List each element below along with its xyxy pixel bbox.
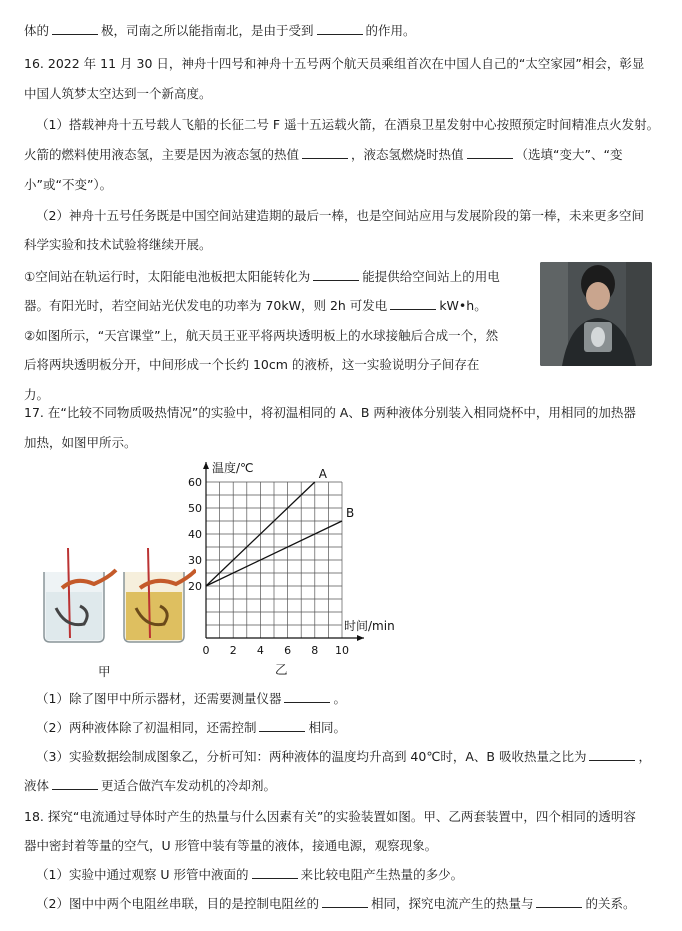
text: 器。有阳光时，若空间站光伏发电的功率为 70kW，则 2h 可发电 <box>24 298 388 313</box>
text: ， <box>638 749 651 764</box>
y-axis-arrow <box>203 462 209 469</box>
text: 科学实验和技术试验将继续开展。 <box>24 237 212 252</box>
text: 液体 <box>24 778 50 793</box>
q16-part2-line1 <box>36 207 664 225</box>
answer-blank[interactable] <box>317 22 363 35</box>
q17-part3-line1 <box>36 748 664 766</box>
answer-blank[interactable] <box>284 690 330 703</box>
text: （2）神舟十五号任务既是中国空间站建造期的最后一棒，也是空间站应用与发展阶段的第一棒，未来更多空间 <box>36 208 644 223</box>
x-tick-label: 6 <box>284 644 292 657</box>
q16-part2-line2 <box>24 236 664 254</box>
text: 相同。 <box>308 720 346 735</box>
x-axis-label: 时间/min <box>344 619 395 633</box>
q18-part1 <box>36 866 664 884</box>
answer-blank[interactable] <box>302 146 348 159</box>
q17-part2 <box>36 719 664 737</box>
series-label-B: B <box>346 506 355 520</box>
text: 探究“电流通过导体时产生的热量与什么因素有关”的实验装置如图。甲、乙两套装置中，四个相同的透明容 <box>47 809 636 824</box>
text: 来比较电阻产生热量的多少。 <box>300 867 464 882</box>
q16-part1-line1 <box>36 116 664 134</box>
text: 器中密封着等量的空气，U 形管中装有等量的液体，接通电源，观察现象。 <box>24 838 438 853</box>
text: ，液态氢燃烧时热值 <box>351 147 464 162</box>
text: 中国人筑梦太空达到一个新高度。 <box>24 86 212 101</box>
answer-blank[interactable] <box>313 268 359 281</box>
text: 在“比较不同物质吸热情况”的实验中，将初温相同的 A、B 两种液体分别装入相同烧杯中，用相同的加热器 <box>47 405 636 420</box>
q16-sub2-line1 <box>24 327 532 345</box>
y-tick-label: 50 <box>188 502 202 515</box>
question-15-tail <box>24 22 664 40</box>
q16-sub1-line1 <box>24 268 532 286</box>
q18-part2 <box>36 895 664 913</box>
x-axis-arrow <box>357 635 364 641</box>
y-tick-label: 30 <box>188 554 202 567</box>
q16-sub2-line3 <box>24 386 664 404</box>
q17-part3-line2 <box>24 777 664 795</box>
q16-sub1-line2 <box>24 297 532 315</box>
text: 力。 <box>24 387 50 402</box>
x-tick-label: 8 <box>311 644 319 657</box>
text: 更适合做汽车发动机的冷却剂。 <box>101 778 277 793</box>
text: （2）图中中两个电阻丝串联，目的是控制电阻丝的 <box>36 896 319 911</box>
question-number: 18. <box>24 809 44 824</box>
figure-label-yi: 乙 <box>275 662 288 677</box>
text: 。 <box>333 691 346 706</box>
text: 小”或“不变”）。 <box>24 177 113 192</box>
q16-intro-line1 <box>24 55 664 73</box>
text: kW•h。 <box>439 298 487 313</box>
q16-part1-line3 <box>24 176 664 194</box>
beaker-figure <box>36 548 196 648</box>
y-axis-label: 温度/℃ <box>212 461 254 475</box>
text: 后将两块透明板分开，中间形成一个长约 10cm 的液桥，这一实验说明分子间存在 <box>24 357 480 372</box>
y-tick-label: 20 <box>188 580 202 593</box>
text: 火箭的燃料使用液态氢，主要是因为液态氢的热值 <box>24 147 300 162</box>
text: （1）实验中通过观察 U 形管中液面的 <box>36 867 249 882</box>
x-tick-label: 0 <box>202 644 210 657</box>
x-tick-label: 10 <box>335 644 349 657</box>
q17-part1 <box>36 690 664 708</box>
text: （1）除了图甲中所示器材，还需要测量仪器 <box>36 691 282 706</box>
text: （2）两种液体除了初温相同，还需控制 <box>36 720 257 735</box>
answer-blank[interactable] <box>259 719 305 732</box>
text: 能提供给空间站上的用电 <box>362 269 500 284</box>
text: 2022 年 11 月 30 日，神舟十四号和神舟十五号两个航天员乘组首次在中国人自己的“太空家园”相会，彰显 <box>47 56 645 71</box>
y-tick-label: 40 <box>188 528 202 541</box>
answer-blank[interactable] <box>536 895 582 908</box>
answer-blank[interactable] <box>52 777 98 790</box>
series-label-A: A <box>318 467 328 481</box>
q16-sub2-line2 <box>24 356 532 374</box>
x-tick-label: 4 <box>256 644 264 657</box>
text: （1）搭载神舟十五号载人飞船的长征二号 F 遥十五运载火箭，在酒泉卫星发射中心按照预定时间精准点火发射。 <box>36 117 660 132</box>
y-tick-label: 60 <box>188 476 202 489</box>
text: ①空间站在轨运行时，太阳能电池板把太阳能转化为 <box>24 269 311 284</box>
answer-blank[interactable] <box>467 146 513 159</box>
q17-intro-line1 <box>24 404 664 422</box>
text: 的关系。 <box>585 896 636 911</box>
text: 体的 <box>24 23 50 38</box>
q17-intro-line2 <box>24 434 664 452</box>
q16-intro-line2 <box>24 85 664 103</box>
x-tick-label: 2 <box>229 644 237 657</box>
question-number: 16. <box>24 56 44 71</box>
figure-label-jia: 甲 <box>98 664 111 679</box>
text: （3）实验数据绘制成图象乙，分析可知：两种液体的温度均升高到 40℃时，A、B 吸收热量之比为 <box>36 749 587 764</box>
answer-blank[interactable] <box>52 22 98 35</box>
temperature-time-chart <box>188 452 408 682</box>
q18-intro-line2 <box>24 837 664 855</box>
astronaut-illustration <box>540 262 652 366</box>
text: 极，司南之所以能指南北，是由于受到 <box>101 23 314 38</box>
answer-blank[interactable] <box>322 895 368 908</box>
text: （选填“变大”、“变 <box>515 147 623 162</box>
line-chart <box>188 452 408 682</box>
astronaut-photo <box>540 262 652 366</box>
q18-intro-line1 <box>24 808 664 826</box>
question-number: 17. <box>24 405 44 420</box>
text: 相同，探究电流产生的热量与 <box>370 896 534 911</box>
q16-part1-line2 <box>24 146 664 164</box>
beakers-illustration <box>36 548 196 648</box>
answer-blank[interactable] <box>589 748 635 761</box>
text: 加热，如图甲所示。 <box>24 435 137 450</box>
answer-blank[interactable] <box>390 297 436 310</box>
text: ②如图所示，“天宫课堂”上，航天员王亚平将两块透明板上的水球接触后合成一个，然 <box>24 328 499 343</box>
text: 的作用。 <box>365 23 416 38</box>
answer-blank[interactable] <box>252 866 298 879</box>
